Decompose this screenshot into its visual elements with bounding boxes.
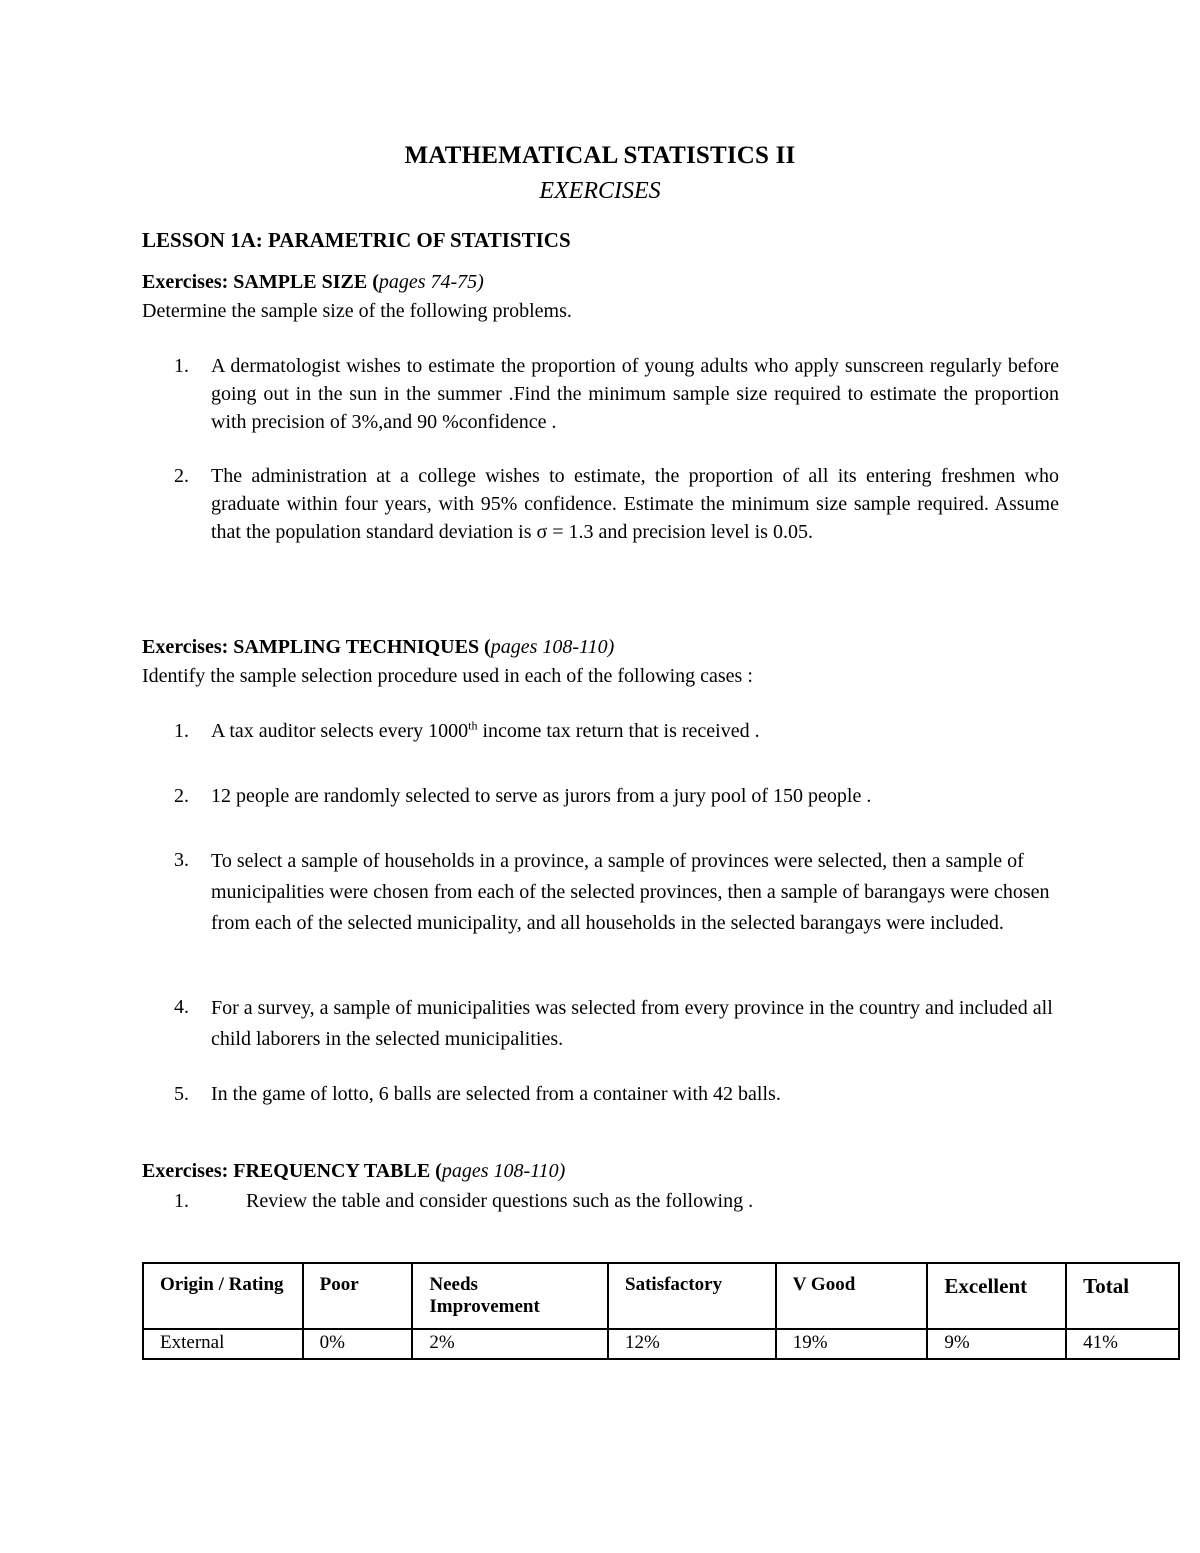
sample-size-heading-text: Exercises: SAMPLE SIZE ( xyxy=(142,271,379,293)
table-cell: 9% xyxy=(927,1329,1066,1359)
table-header-cell: Total xyxy=(1066,1263,1179,1329)
table-cell: 41% xyxy=(1066,1329,1179,1359)
sample-size-heading xyxy=(142,271,484,294)
sample-size-item-1: A dermatologist wishes to estimate the proportion of young adults who apply sunscreen regularly before going out in the sun in the summer .Find the minimum sample size required to estimate the proportion with precision of 3%,and 90 %confidence . xyxy=(211,355,1059,433)
sampling-intro: Identify the sample selection procedure used in each of the following cases : xyxy=(142,665,753,687)
sampling-item-1-post: income tax return that is received . xyxy=(477,720,760,742)
sampling-item-5-number: 5. xyxy=(174,1083,189,1105)
sample-size-intro: Determine the sample size of the following problems. xyxy=(142,300,572,322)
sampling-item-5: In the game of lotto, 6 balls are selected from a container with 42 balls. xyxy=(211,1083,781,1105)
sample-size-item-2: The administration at a college wishes to estimate, the proportion of all its entering freshmen who graduate within four years, with 95% confidence. Estimate the minimum size sample required. Assume that the population standard deviation is σ = 1.3 and precision level is 0.05. xyxy=(211,465,1059,543)
table-header-cell: Excellent xyxy=(927,1263,1066,1329)
lesson-heading: LESSON 1A: PARAMETRIC OF STATISTICS xyxy=(142,228,571,252)
sampling-item-3-number: 3. xyxy=(174,849,189,871)
table-header-row xyxy=(143,1263,1179,1329)
sampling-item-4-number: 4. xyxy=(174,996,189,1018)
page-subtitle: EXERCISES xyxy=(539,178,661,204)
sample-size-item-1-number: 1. xyxy=(174,355,189,377)
table-cell: 0% xyxy=(303,1329,413,1359)
sample-size-pages: pages 74-75) xyxy=(378,271,484,293)
table-cell: External xyxy=(143,1329,303,1359)
sampling-item-1-number: 1. xyxy=(174,720,189,742)
table-row xyxy=(143,1329,1179,1359)
sampling-heading-text: Exercises: SAMPLING TECHNIQUES ( xyxy=(142,636,491,658)
sampling-item-1 xyxy=(211,717,1059,745)
sampling-item-2-number: 2. xyxy=(174,785,189,807)
sample-size-item-2-number: 2. xyxy=(174,465,189,487)
sampling-pages: pages 108-110) xyxy=(490,636,615,658)
frequency-pages: pages 108-110) xyxy=(441,1160,566,1182)
page-title: MATHEMATICAL STATISTICS II xyxy=(404,142,796,169)
sampling-item-3: To select a sample of households in a province, a sample of provinces were selected, then a sample of municipalities were chosen from each of the selected provinces, then a sample of barangays were chosen from each of the selected municipality, and all households in the selected barangays were included. xyxy=(211,850,1050,934)
table-header-cell: Origin / Rating xyxy=(143,1263,303,1329)
sampling-item-4: For a survey, a sample of municipalities was selected from every province in the country and included all child laborers in the selected municipalities. xyxy=(211,997,1053,1050)
frequency-heading-text: Exercises: FREQUENCY TABLE ( xyxy=(142,1160,442,1182)
sampling-item-2: 12 people are randomly selected to serve as jurors from a jury pool of 150 people . xyxy=(211,785,872,807)
frequency-item-text: Review the table and consider questions such as the following . xyxy=(246,1190,754,1212)
frequency-table xyxy=(142,1262,1180,1360)
table-cell: 2% xyxy=(412,1329,608,1359)
sampling-item-1-sup: th xyxy=(468,718,478,733)
table-header-cell: Satisfactory xyxy=(608,1263,776,1329)
table-cell: 12% xyxy=(608,1329,776,1359)
table-header-cell: Poor xyxy=(303,1263,413,1329)
sampling-item-1-pre: A tax auditor selects every 1000 xyxy=(211,720,469,742)
frequency-heading xyxy=(142,1160,565,1183)
frequency-item-number: 1. xyxy=(174,1190,189,1212)
sampling-heading xyxy=(142,636,614,659)
table-header-cell: Needs Improvement xyxy=(412,1263,608,1329)
table-cell: 19% xyxy=(776,1329,928,1359)
table-header-cell: V Good xyxy=(776,1263,928,1329)
